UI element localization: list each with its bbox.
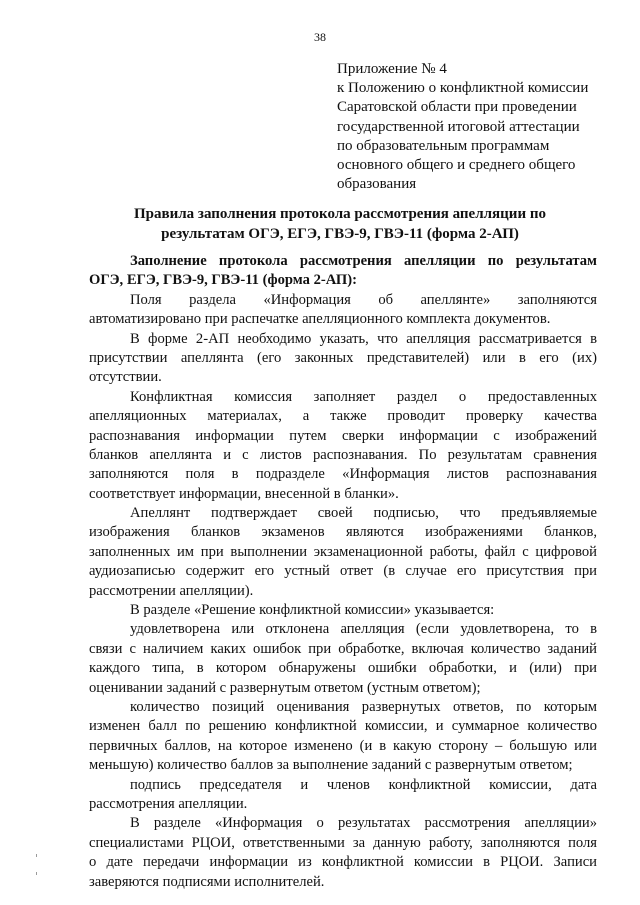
paragraph-line: отсутствии. [89, 369, 162, 386]
paragraph-line: апелляционных материалах, а также проводит проверку качества [89, 408, 597, 425]
appendix-line: основного общего и среднего общего [337, 157, 576, 174]
section-heading-line: ОГЭ, ЕГЭ, ГВЭ-9, ГВЭ-11 (форма 2-АП): [89, 272, 357, 289]
paragraph-line: изменен балл по решению конфликтной комиссии, и суммарное количество [89, 718, 597, 735]
paragraph-line: бланков апеллянта и с листов распознавания. По результатам сравнения [89, 446, 597, 463]
page-number: 38 [314, 30, 326, 44]
appendix-line: Приложение № 4 [337, 61, 447, 77]
appendix-line: к Положению о конфликтной комиссии [337, 80, 589, 97]
appendix-header [337, 60, 627, 194]
paragraph-line: рассмотрения апелляции. [89, 795, 248, 812]
paragraph-line: В форме 2-АП необходимо указать, что апелляция рассматривается в [130, 330, 597, 347]
appendix-line: образования [337, 176, 417, 193]
paragraph-line: специалистами РЦОИ, ответственными за данную работу, заполняются поля [89, 834, 597, 851]
paragraph-line: о дате передачи информации из конфликтной комиссии в РЦОИ. Записи [89, 854, 597, 871]
paragraph-line: первичных баллов, на которое изменено (и в какую сторону – большую или [89, 737, 597, 754]
title-line: результатам ОГЭ, ЕГЭ, ГВЭ-9, ГВЭ-11 (форма 2-АП) [161, 225, 519, 242]
appendix-line: по образовательным программам [337, 137, 550, 154]
paragraph-line: изображения бланков экзаменов являются изображениями бланков, [89, 524, 597, 541]
paragraph-line: присутствии апеллянта (его законных представителей) или в его (их) [89, 349, 597, 366]
section-heading-line: Заполнение протокола рассмотрения апелляции по результатам [130, 253, 597, 269]
paragraph-line: удовлетворена или отклонена апелляция (если удовлетворена, то в [130, 621, 597, 638]
document-title [120, 205, 560, 244]
paragraph-line: В разделе «Решение конфликтной комиссии» указывается: [130, 602, 495, 619]
paragraph-line: меньшую) количество баллов за выполнение заданий с развернутым ответом; [89, 757, 573, 774]
paragraph-line: Апеллянт подтверждает своей подписью, что предъявляемые [130, 505, 597, 522]
paragraph-line: В разделе «Информация о результатах рассмотрения апелляции» [130, 815, 597, 832]
title-line: Правила заполнения протокола рассмотрения апелляции по [134, 206, 546, 222]
document-body [89, 252, 597, 892]
paragraph-line: соответствует информации, внесенной в бланки». [89, 485, 399, 502]
paragraph-line: заполненных им при выполнении экзаменационной работы, файл с цифровой [89, 543, 597, 560]
paragraph-line: связи с наличием каких ошибок при обработке, включая количество заданий [89, 640, 597, 657]
paragraph-line: рассмотрении апелляции). [89, 582, 254, 599]
scan-speck [36, 872, 37, 875]
paragraph-line: аудиозаписью содержит его устный ответ (в случае его присутствия при [89, 563, 597, 580]
paragraph-line: распознавания информации путем сверки информации с изображений [89, 427, 597, 444]
paragraph-line: оценивании заданий с развернутым ответом (устным ответом); [89, 679, 481, 696]
paragraph-line: заполняются поля в подразделе «Информация листов распознавания [89, 466, 597, 483]
paragraph-line: каждого типа, в котором обнаружены ошибки обработки, и (или) при [89, 660, 597, 677]
scan-speck [36, 854, 37, 857]
paragraph-line: заверяются подписями исполнителей. [89, 873, 325, 890]
appendix-line: Саратовской области при проведении [337, 99, 577, 116]
paragraph-line: Поля раздела «Информация об апеллянте» заполняются [130, 291, 597, 308]
paragraph-line: подпись председателя и членов конфликтной комиссии, дата [130, 776, 597, 793]
paragraph-line: автоматизировано при распечатке апелляционного комплекта документов. [89, 311, 551, 328]
paragraph-line: количество позиций оценивания развернутых ответов, по которым [130, 698, 597, 715]
paragraph-line: Конфликтная комиссия заполняет раздел о предоставленных [130, 388, 597, 405]
appendix-line: государственной итоговой аттестации [337, 118, 580, 135]
